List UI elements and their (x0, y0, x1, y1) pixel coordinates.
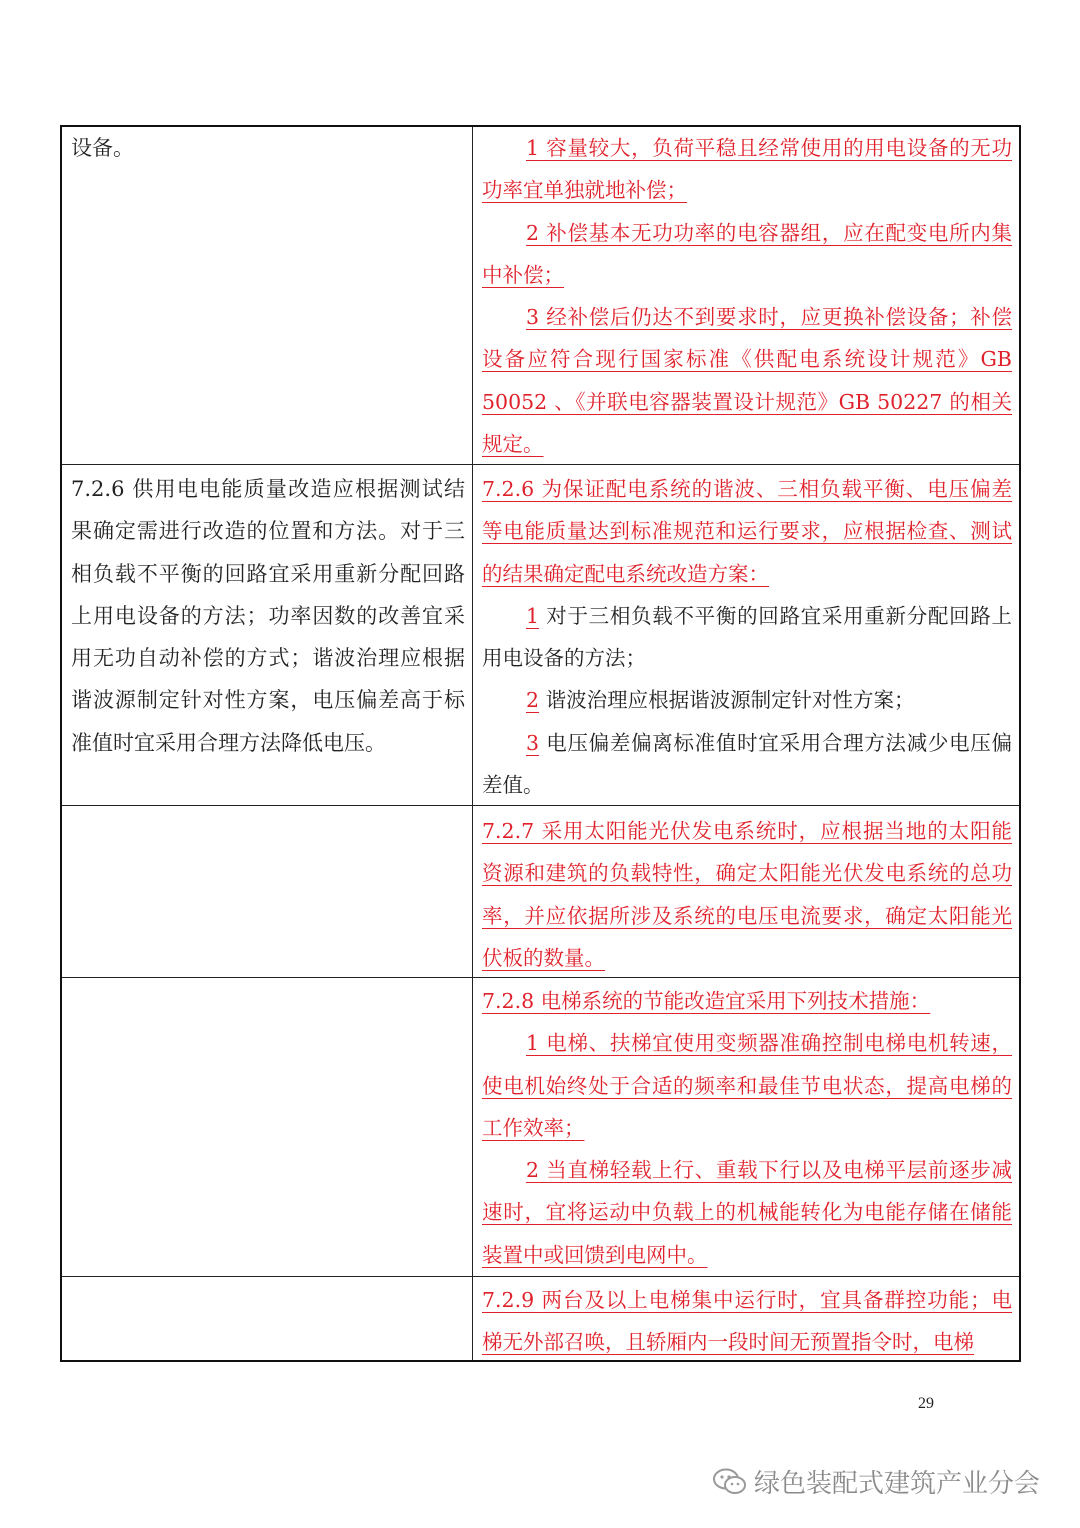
row-1-original-text: 设备。 (71, 136, 134, 160)
row-3-revised-text (482, 810, 1012, 979)
clause-heading: 7.2.7 采用太阳能光伏发电系统时，应根据当地的太阳能资源和建筑的负载特性，确定太阳能光伏发电系统的总功率，并应依据所涉及系统的电压电流要求，确定太阳能光伏板的数量。 (482, 819, 1012, 970)
clause-item: 3 电压偏差偏离标准值时宜采用合理方法减少电压偏差值。 (482, 730, 1012, 798)
clause-heading: 7.2.6 为保证配电系统的谐波、三相负载平衡、电压偏差等电能质量达到标准规范和运行要求，应根据检查、测试的结果确定配电系统改造方案： (482, 477, 1012, 586)
watermark (712, 1463, 1040, 1500)
column-divider (472, 127, 473, 1360)
page-number: 29 (918, 1395, 934, 1412)
clause-item: 2 当直梯轻载上行、重载下行以及电梯平层前逐步减速时，宜将运动中负载上的机械能转化为电能存储在储能装置中或回馈到电网中。 (482, 1158, 1012, 1267)
clause-item: 2 谐波治理应根据谐波源制定针对性方案； (526, 688, 915, 713)
clause-item: 3 经补偿后仍达不到要求时，应更换补偿设备；补偿设备应符合现行国家标准《供配电系统设计规范》GB 50052 、《并联电容器装置设计规范》GB 50227 的相关规定。 (482, 305, 1012, 457)
wechat-icon (712, 1467, 748, 1497)
row-divider (62, 1276, 1019, 1277)
clause-heading: 7.2.9 两台及以上电梯集中运行时，宜具备群控功能；电梯无外部召唤，且轿厢内一段时间无预置指令时，电梯 (482, 1288, 1012, 1355)
clause-item: 1 对于三相负载不平衡的回路宜采用重新分配回路上用电设备的方法； (482, 603, 1012, 671)
watermark-text: 绿色装配式建筑产业分会 (754, 1469, 1041, 1499)
row-2-revised-text (482, 468, 1012, 806)
clause-item: 1 容量较大，负荷平稳且经常使用的用电设备的无功功率宜单独就地补偿； (482, 136, 1012, 203)
clause-item: 1 电梯、扶梯宜使用变频器准确控制电梯电机转速，使电机始终处于合适的频率和最佳节电状态，提高电梯的工作效率； (482, 1031, 1012, 1140)
row-4-revised-text (482, 980, 1012, 1276)
clause-item: 2 补偿基本无功功率的电容器组，应在配变电所内集中补偿； (482, 220, 1012, 287)
comparison-table (60, 125, 1021, 1362)
row-2-original-text: 7.2.6 供用电电能质量改造应根据测试结果确定需进行改造的位置和方法。对于三相负载不平衡的回路宜采用重新分配回路上用电设备的方法；功率因数的改善宜采用无功自动补偿的方式；谐波治理应根据谐波源制定针对性方案，电压偏差高于标准值时宜采用合理方法降低电压。 (71, 477, 465, 755)
row-5-revised-text (482, 1279, 1012, 1364)
row-1-revised-text (482, 127, 1012, 465)
clause-heading: 7.2.8 电梯系统的节能改造宜采用下列技术措施： (482, 989, 931, 1013)
